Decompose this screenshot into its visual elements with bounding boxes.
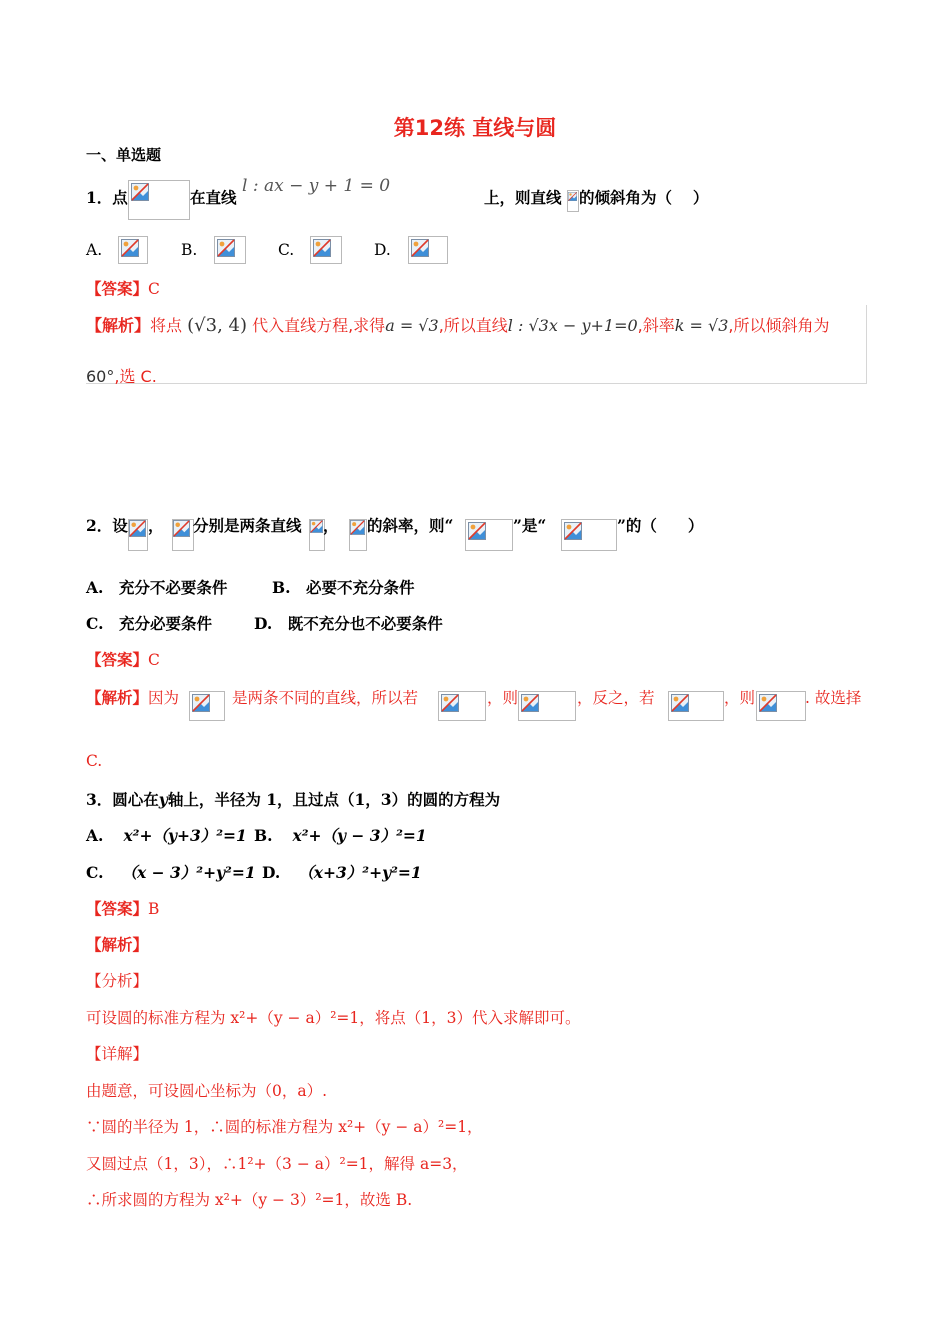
q1-explanation-line2: 60°,选 C. bbox=[86, 367, 157, 386]
q3-option-c: C. （x − 3）²+y²=1 bbox=[86, 863, 256, 882]
q2-stem-t1: 分别是两条直线 bbox=[193, 516, 302, 535]
q2-explanation-e2: 是两条不同的直线，所以若 bbox=[232, 689, 419, 707]
q2-stem-t5: ”的（ ） bbox=[617, 516, 704, 535]
broken-image-icon bbox=[129, 520, 146, 537]
broken-image-icon bbox=[131, 183, 149, 201]
q1-stem-mid: 在直线 bbox=[190, 188, 237, 207]
broken-image-icon bbox=[468, 522, 486, 540]
q2-option-c: C. 充分必要条件 bbox=[86, 614, 212, 633]
q3-option-d: D. （x+3）²+y²=1 bbox=[262, 863, 422, 882]
q1-option-a-label: A. bbox=[86, 241, 103, 259]
broken-image-icon bbox=[310, 520, 323, 533]
q3-detail-line4: ∴所求圆的方程为 x²+（y − 3）²=1，故选 B. bbox=[86, 1191, 413, 1209]
q3-answer: 【答案】B bbox=[86, 899, 160, 918]
page-title: 第12练 直线与圆 bbox=[393, 116, 557, 140]
q2-stem-t2: ， bbox=[323, 516, 339, 535]
image-placeholder bbox=[349, 519, 367, 551]
broken-image-icon bbox=[121, 239, 139, 257]
broken-image-icon bbox=[217, 239, 235, 257]
broken-image-icon bbox=[350, 520, 365, 535]
q2-explanation-e5: ，则 bbox=[724, 689, 756, 707]
q2-stem-start: 2．设 bbox=[86, 516, 128, 535]
q1-answer: 【答案】C bbox=[86, 279, 160, 298]
image-placeholder bbox=[756, 691, 806, 721]
q1-option-a-image bbox=[118, 236, 148, 264]
q2-stem-t4: ”是“ bbox=[513, 516, 547, 535]
q2-explanation-tag: 【解析】因为 bbox=[86, 688, 180, 707]
section-heading: 一、单选题 bbox=[86, 146, 162, 164]
broken-image-icon bbox=[411, 239, 429, 257]
image-placeholder bbox=[561, 519, 617, 551]
q1-option-b-image bbox=[214, 236, 246, 264]
q2-option-b: B. 必要不充分条件 bbox=[272, 578, 415, 597]
q1-option-c-label: C. bbox=[278, 241, 295, 259]
q1-option-d-image bbox=[408, 236, 448, 264]
image-placeholder bbox=[172, 519, 194, 551]
image-placeholder bbox=[465, 519, 513, 551]
q1-option-c-image bbox=[310, 236, 342, 264]
q1-explanation-line1: 【解析】将点 (√3, 4) 代入直线方程,求得a = √3,所以直线l : √3x − y+1=0,斜率k = √3,所以倾斜角为 bbox=[86, 315, 830, 336]
image-placeholder bbox=[128, 519, 148, 551]
q3-detail-line1: 由题意，可设圆心坐标为（0，a）. bbox=[86, 1082, 328, 1100]
image-placeholder bbox=[128, 180, 190, 220]
q3-analysis-tag: 【分析】 bbox=[86, 972, 149, 990]
q2-option-a: A. 充分不必要条件 bbox=[86, 578, 228, 597]
q1-option-b-label: B. bbox=[181, 241, 198, 259]
q2-explanation-e3: ，则 bbox=[487, 689, 519, 707]
q1-stem-start: 1．点 bbox=[86, 188, 128, 207]
q2-comma: ， bbox=[148, 516, 164, 535]
q2-explanation-e6: . 故选择 bbox=[805, 689, 862, 707]
image-placeholder bbox=[668, 691, 724, 721]
broken-image-icon bbox=[313, 239, 331, 257]
q3-detail-tag: 【详解】 bbox=[86, 1045, 149, 1063]
image-placeholder bbox=[189, 691, 225, 721]
q1-line-equation: l : ax − y + 1 = 0 bbox=[242, 176, 391, 196]
q2-stem-t3: 的斜率，则“ bbox=[367, 516, 454, 535]
broken-image-icon bbox=[568, 192, 577, 201]
broken-image-icon bbox=[564, 522, 582, 540]
q3-detail-line3: 又圆过点（1，3），∴1²+（3 − a）²=1，解得 a=3， bbox=[86, 1155, 468, 1173]
broken-image-icon bbox=[521, 694, 539, 712]
q3-explanation-tag: 【解析】 bbox=[86, 935, 149, 954]
q1-stem-tail: 上，则直线 bbox=[484, 188, 562, 207]
broken-image-icon bbox=[192, 694, 210, 712]
q1-option-d-label: D. bbox=[374, 241, 391, 259]
q1-stem-end: 的倾斜角为（ ） bbox=[579, 188, 709, 207]
broken-image-icon bbox=[441, 694, 459, 712]
image-placeholder bbox=[518, 691, 576, 721]
q2-option-d: D. 既不充分也不必要条件 bbox=[254, 614, 443, 633]
q3-detail-line2: ∵圆的半径为 1，∴圆的标准方程为 x²+（y − a）²=1， bbox=[86, 1118, 483, 1136]
image-placeholder bbox=[438, 691, 486, 721]
image-placeholder bbox=[567, 190, 579, 212]
broken-image-icon bbox=[173, 520, 190, 537]
broken-image-icon bbox=[671, 694, 689, 712]
q3-option-a: A. x²+（y+3）²=1 bbox=[86, 826, 247, 845]
broken-image-icon bbox=[759, 694, 777, 712]
q2-explanation-e4: ，反之，若 bbox=[577, 689, 655, 707]
q3-option-b: B. x²+（y − 3）²=1 bbox=[254, 826, 427, 845]
q2-explanation-e7: C. bbox=[86, 752, 103, 770]
q3-stem: 3．圆心在y轴上，半径为 1，且过点（1，3）的圆的方程为 bbox=[86, 790, 501, 809]
q2-answer: 【答案】C bbox=[86, 650, 160, 669]
q3-analysis: 可设圆的标准方程为 x²+（y − a）²=1，将点（1，3）代入求解即可。 bbox=[86, 1009, 581, 1027]
